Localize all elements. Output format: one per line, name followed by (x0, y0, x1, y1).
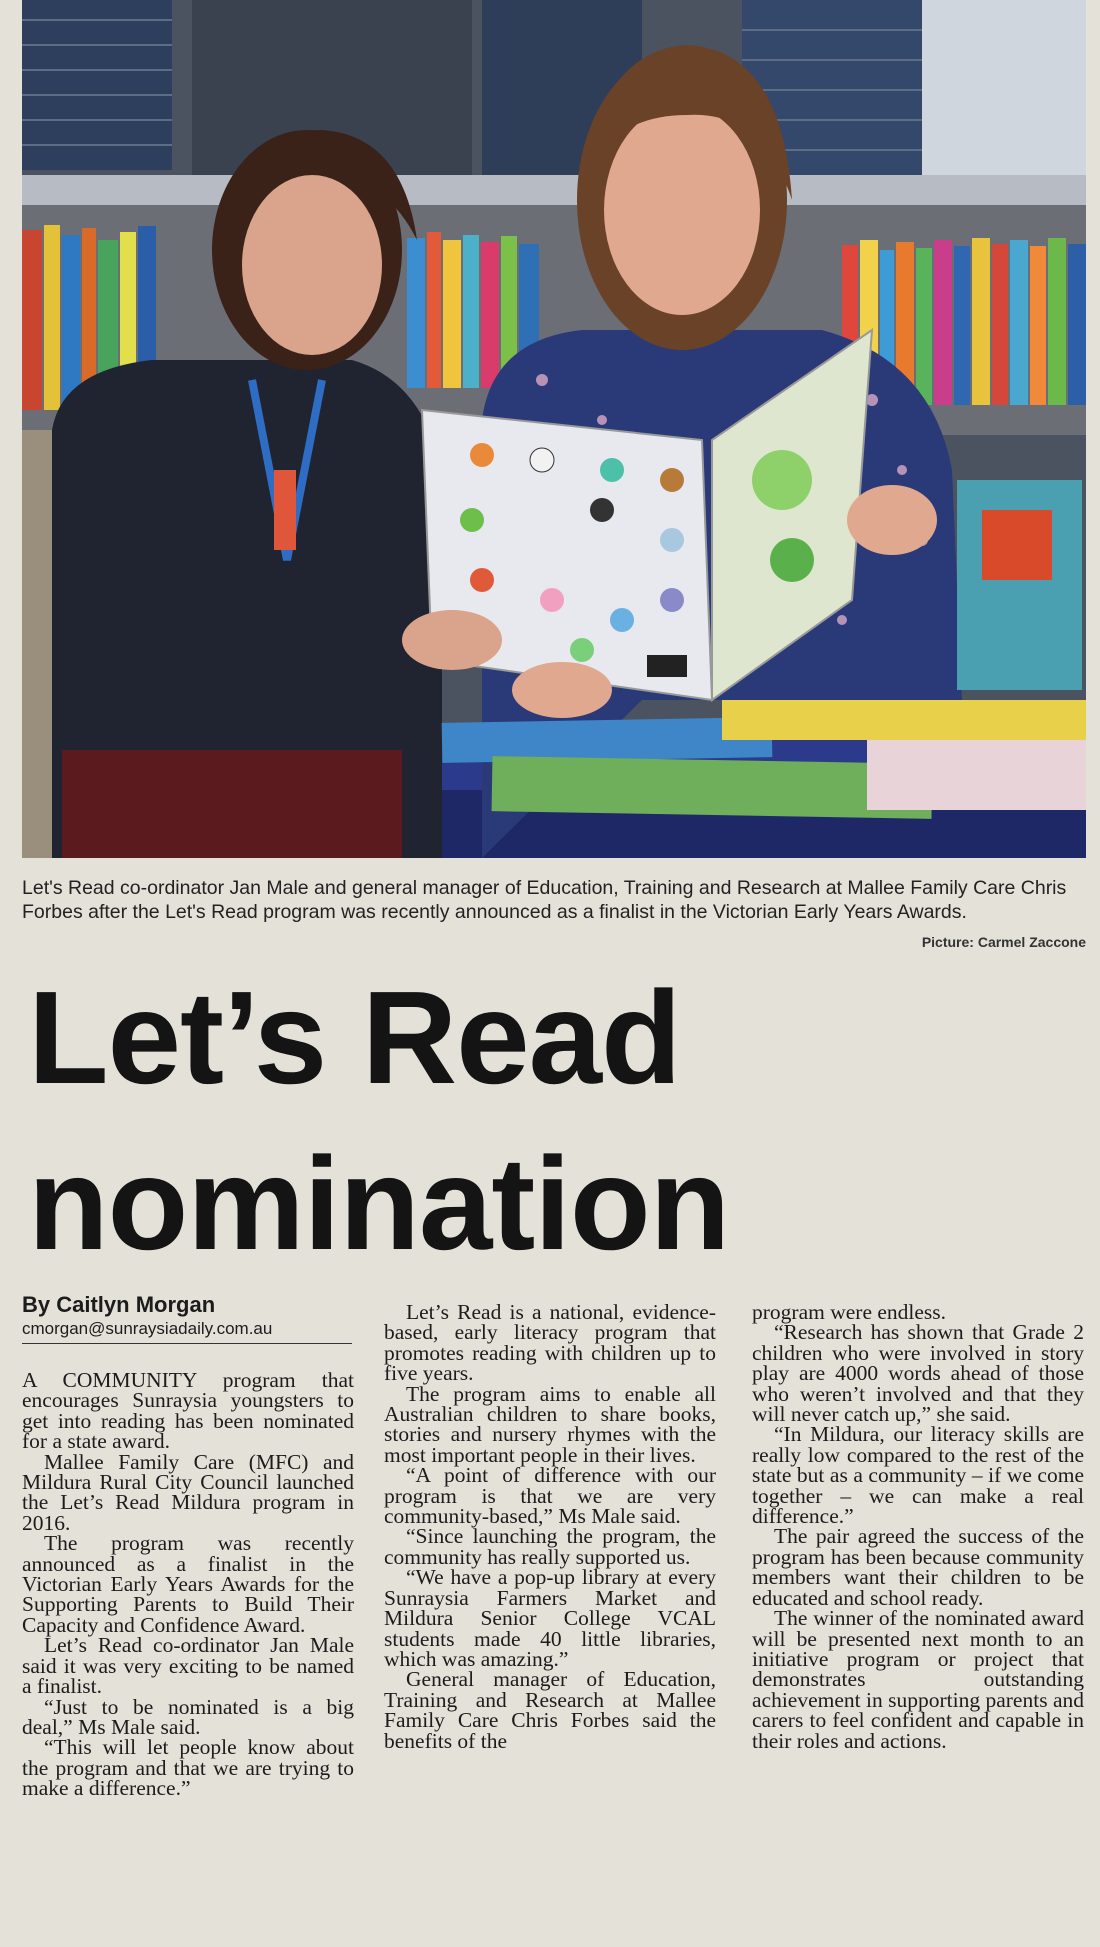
byline-author: By Caitlyn Morgan (22, 1292, 216, 1317)
paragraph: “Research has shown that Grade 2 children who were involved in story play are 4000 words ahead of those who weren’t involved and that they will never catch up,” she said. (752, 1320, 1084, 1427)
photo-credit: Picture: Carmel Zaccone (921, 934, 1086, 950)
paragraph: “We have a pop-up library at every Sunraysia Farmers Market and Mildura Senior College VCAL students made 40 little libraries, which was amazing.” (384, 1565, 716, 1671)
article-column-3 (752, 1302, 1084, 1751)
paragraph: The pair agreed the success of the program has been because community members want their children to be educated and school ready. (752, 1524, 1084, 1610)
paragraph: “A point of difference with our program is that we are very community-based,” Ms Male said. (384, 1463, 716, 1529)
paragraph: Mallee Family Care (MFC) and Mildura Rural City Council launched the Let’s Read Mildura program in 2016. (22, 1449, 354, 1535)
paragraph: “In Mildura, our literacy skills are really low compared to the rest of the state but as a community – if we come together – we can make a real difference.” (752, 1422, 1084, 1529)
paragraph: The program was recently announced as a finalist in the Victorian Early Years Awards for the Supporting Parents to Build Their Capacity and Confidence Award. (22, 1531, 354, 1637)
paragraph: program were endless. (752, 1300, 947, 1324)
paragraph: A COMMUNITY program that encourages Sunraysia youngsters to get into reading has been nominated for a state award. (22, 1368, 354, 1454)
paragraph: “This will let people know about the program and that we are trying to make a difference.” (22, 1735, 354, 1801)
paragraph: The program aims to enable all Australian children to share books, stories and nursery rhymes with the most important people in their lives. (384, 1381, 716, 1467)
headline-line-2: nomination (28, 1130, 730, 1277)
headline-line-1: Let’s Read (28, 964, 681, 1111)
paragraph: Let’s Read co-ordinator Jan Male said it was very exciting to be named a finalist. (22, 1633, 354, 1699)
article-column-1 (22, 1370, 354, 1799)
paragraph: Let’s Read is a national, evidence-based, early literacy program that promotes reading with children up to five years. (384, 1300, 716, 1386)
paragraph: “Just to be nominated is a big deal,” Ms Male said. (22, 1694, 354, 1739)
paragraph: “Since launching the program, the community has really supported us. (384, 1524, 716, 1569)
article-column-2 (384, 1302, 716, 1751)
article-photo (22, 0, 1086, 858)
byline (22, 1292, 352, 1344)
paragraph: The winner of the nominated award will be presented next month to an initiative program or project that demonstrates outstanding achievement in supporting parents and carers to feel confident and capable in their roles and actions. (752, 1606, 1084, 1753)
photo-illustration (22, 0, 1086, 858)
photo-caption: Let's Read co-ordinator Jan Male and general manager of Education, Training and Research at Mallee Family Care Chris Forbes after the Let's Read program was recently announced as a finalist in the Victorian Early Years Awards. (22, 877, 1067, 923)
byline-email: cmorgan@sunraysiadaily.com.au (22, 1318, 352, 1344)
paragraph: General manager of Education, Training and Research at Mallee Family Care Chris Forbes said the benefits of the (384, 1667, 716, 1753)
